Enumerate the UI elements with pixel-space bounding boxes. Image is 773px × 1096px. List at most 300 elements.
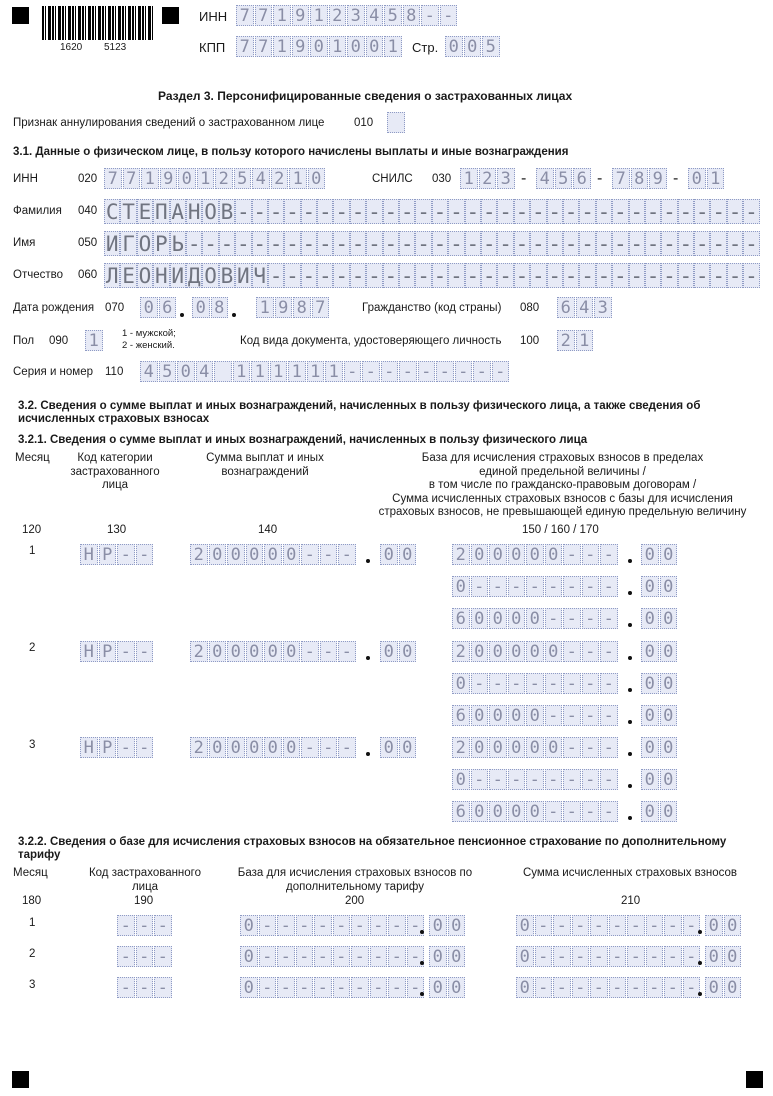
char-cell: -	[532, 200, 545, 224]
char-cell: 0	[471, 705, 489, 726]
header-page-label: Стр.	[412, 40, 439, 55]
char-cell: -	[600, 641, 618, 662]
char-cell: -	[269, 200, 283, 224]
char-cell: -	[563, 544, 581, 565]
surname-cells[interactable]	[104, 199, 760, 224]
barcode	[42, 6, 153, 40]
char-cell: -	[362, 361, 380, 382]
s321-row-3-base-1-dot	[628, 752, 632, 756]
char-cell: -	[351, 232, 365, 256]
s321-row-1-sum-int[interactable]	[190, 544, 357, 565]
char-cell: -	[253, 200, 267, 224]
char-cell: -	[548, 264, 562, 288]
code-200: 200	[345, 895, 365, 907]
s322-row-2-base-int[interactable]	[240, 946, 425, 967]
char-cell: -	[136, 977, 154, 998]
char-cell: -	[581, 232, 594, 256]
char-cell: 0	[240, 946, 258, 967]
char-cell: 0	[641, 705, 659, 726]
char-cell: 0	[366, 36, 384, 57]
series-cells[interactable]	[140, 361, 510, 382]
char-cell: 6	[452, 705, 470, 726]
char-cell: Л	[105, 264, 119, 288]
char-cell: 7	[104, 168, 122, 189]
char-cell: -	[572, 977, 590, 998]
s321-row-1-base-3-int[interactable]	[452, 608, 619, 629]
char-cell: -	[286, 264, 299, 288]
char-cell: -	[600, 769, 618, 790]
char-cell: 1	[256, 297, 274, 318]
char-cell: -	[351, 946, 369, 967]
char-cell: -	[277, 915, 295, 936]
header-inn-cells[interactable]	[236, 5, 458, 26]
char-cell: -	[582, 673, 600, 694]
s321-row-2-category[interactable]	[80, 641, 154, 662]
snils-label: СНИЛС	[372, 173, 413, 185]
s322-row-2-base-dec[interactable]	[429, 946, 466, 967]
char-cell: 0	[526, 705, 544, 726]
s321-row-3-base-1-dec[interactable]	[641, 737, 678, 758]
char-cell: -	[609, 977, 627, 998]
patronymic-label: Отчество	[13, 269, 63, 281]
char-cell: 0	[660, 576, 678, 597]
char-cell: -	[277, 946, 295, 967]
citizenship-label: Гражданство (код страны)	[362, 302, 502, 314]
char-cell: -	[333, 946, 351, 967]
char-cell: -	[482, 232, 496, 256]
s321-row-1-category[interactable]	[80, 544, 154, 565]
header-inn-label: ИНН	[199, 9, 228, 24]
s322-row-1-sum-dot	[698, 930, 702, 934]
char-cell: -	[318, 232, 332, 256]
char-cell: -	[712, 200, 725, 224]
char-cell: 0	[399, 737, 417, 758]
s322-row-1-sum-dec[interactable]	[705, 915, 742, 936]
char-cell: -	[136, 946, 154, 967]
snils-group-2[interactable]	[536, 168, 592, 189]
s321-row-2-month: 2	[29, 642, 36, 654]
char-cell: 0	[526, 544, 544, 565]
char-cell: 2	[190, 544, 208, 565]
char-cell: 0	[724, 946, 742, 967]
char-cell: -	[590, 977, 608, 998]
char-cell: -	[253, 232, 267, 256]
corner-marker-bottom-left	[12, 1071, 29, 1088]
char-cell: -	[600, 737, 618, 758]
char-cell: -	[508, 673, 526, 694]
char-cell: Р	[99, 737, 117, 758]
char-cell: -	[455, 361, 473, 382]
header-kpp-label: КПП	[199, 40, 226, 55]
char-cell: -	[351, 264, 365, 288]
s321-row-1-base-1-dec[interactable]	[641, 544, 678, 565]
char-cell: -	[563, 801, 581, 822]
sex-cells[interactable]	[85, 330, 104, 351]
char-cell: -	[600, 673, 618, 694]
char-cell: -	[582, 737, 600, 758]
char-cell: -	[117, 641, 135, 662]
char-cell: -	[553, 946, 571, 967]
char-cell: 1	[233, 361, 251, 382]
sex-code: 090	[49, 335, 69, 347]
char-cell: 1	[307, 361, 325, 382]
s321-row-1-base-2-int[interactable]	[452, 576, 619, 597]
char-cell: -	[471, 576, 489, 597]
char-cell: -	[418, 361, 436, 382]
s322-row-3-base-int[interactable]	[240, 977, 425, 998]
s322-title-line2: тарифу	[18, 849, 61, 861]
header-kpp-cells[interactable]	[236, 36, 403, 57]
series-label: Серия и номер	[13, 366, 94, 378]
char-cell: Р	[99, 641, 117, 662]
snils-sep-1: -	[521, 170, 527, 187]
char-cell: 0	[526, 641, 544, 662]
s31-inn-cells[interactable]	[104, 168, 326, 189]
char-cell: -	[695, 232, 709, 256]
char-cell: 0	[641, 801, 659, 822]
dob-day-cells[interactable]	[140, 297, 177, 318]
char-cell: -	[745, 232, 758, 256]
char-cell: -	[545, 576, 563, 597]
char-cell: -	[333, 915, 351, 936]
s321-row-2-sum-dec[interactable]	[380, 641, 417, 662]
char-cell: 0	[705, 915, 723, 936]
s322-title-line1: 3.2.2. Сведения о базе для исчисления страховых взносов на обязательное пенсионное страхование по дополнительному	[18, 836, 727, 848]
char-cell: 0	[380, 641, 398, 662]
char-cell: 0	[177, 361, 195, 382]
char-cell: -	[417, 200, 430, 224]
char-cell: -	[154, 915, 172, 936]
char-cell: 0	[264, 544, 282, 565]
s321-row-2-base-1-int[interactable]	[452, 641, 619, 662]
annul-cells[interactable]	[387, 112, 406, 133]
char-cell: -	[679, 232, 693, 256]
s321-row-1-base-2-dec[interactable]	[641, 576, 678, 597]
s321-row-2-base-2-dec[interactable]	[641, 673, 678, 694]
s321-row-3-category[interactable]	[80, 737, 154, 758]
char-cell: -	[314, 977, 332, 998]
char-cell: 1	[288, 361, 306, 382]
s322-row-2-sum-dec[interactable]	[705, 946, 742, 967]
char-cell: -	[590, 915, 608, 936]
char-cell: Ь	[171, 232, 185, 256]
char-cell: -	[117, 737, 135, 758]
char-cell: -	[136, 737, 154, 758]
char-cell: 2	[452, 544, 470, 565]
s321-row-3-base-2-dec[interactable]	[641, 769, 678, 790]
char-cell: -	[600, 544, 618, 565]
s321-row-3-sum-dec[interactable]	[380, 737, 417, 758]
char-cell: 0	[705, 977, 723, 998]
char-cell: 0	[264, 641, 282, 662]
char-cell: -	[695, 264, 709, 288]
char-cell: 0	[641, 769, 659, 790]
char-cell: -	[492, 361, 510, 382]
s322-row-3-sum-dot	[698, 992, 702, 996]
corner-marker-top-right	[162, 7, 179, 24]
char-cell: 2	[479, 168, 497, 189]
name-code: 050	[78, 237, 98, 249]
s321-row-2-base-2-int[interactable]	[452, 673, 619, 694]
char-cell: -	[117, 977, 135, 998]
char-cell: -	[553, 977, 571, 998]
char-cell: 1	[325, 361, 343, 382]
s322-row-1-base-dec[interactable]	[429, 915, 466, 936]
char-cell: 0	[380, 737, 398, 758]
char-cell: 0	[641, 544, 659, 565]
name-label: Имя	[13, 237, 36, 249]
code-180: 180	[22, 895, 42, 907]
code-190: 190	[134, 895, 154, 907]
s321-row-3-base-2-int[interactable]	[452, 769, 619, 790]
s322-row-1-base-int[interactable]	[240, 915, 425, 936]
char-cell: О	[204, 264, 217, 288]
char-cell: 0	[240, 915, 258, 936]
char-cell: -	[433, 232, 447, 256]
char-cell: -	[564, 232, 578, 256]
char-cell: -	[471, 673, 489, 694]
char-cell: 0	[283, 544, 301, 565]
char-cell: 3	[347, 5, 365, 26]
char-cell: -	[646, 977, 664, 998]
char-cell: -	[597, 264, 611, 288]
char-cell: 9	[292, 36, 310, 57]
s321-row-3-base-3-dec[interactable]	[641, 801, 678, 822]
char-cell: В	[220, 200, 234, 224]
s321-row-1-month: 1	[29, 545, 36, 557]
s322-col-sum: Сумма исчисленных страховых взносов	[522, 867, 738, 879]
char-cell: -	[563, 769, 581, 790]
sex-label: Пол	[13, 335, 35, 347]
snils-group-3[interactable]	[612, 168, 668, 189]
name-cells[interactable]	[104, 231, 760, 256]
char-cell: -	[417, 264, 430, 288]
char-cell: -	[600, 576, 618, 597]
snils-code: 030	[432, 173, 452, 185]
char-cell: 0	[140, 297, 158, 318]
char-cell: -	[314, 946, 332, 967]
char-cell: 1	[384, 36, 402, 57]
char-cell	[387, 112, 405, 133]
patronymic-cells[interactable]	[104, 263, 760, 288]
s321-row-2-base-3-int[interactable]	[452, 705, 619, 726]
char-cell: 1	[289, 168, 307, 189]
char-cell: -	[320, 544, 338, 565]
char-cell: -	[489, 769, 507, 790]
s322-row-2-sum-dot	[698, 961, 702, 965]
char-cell: 0	[192, 297, 210, 318]
char-cell: 0	[489, 737, 507, 758]
char-cell: -	[712, 232, 725, 256]
s322-row-1-sum-int[interactable]	[516, 915, 701, 936]
surname-code: 040	[78, 205, 98, 217]
char-cell: -	[370, 915, 388, 936]
char-cell: -	[384, 200, 398, 224]
char-cell: -	[630, 200, 644, 224]
char-cell: 0	[526, 801, 544, 822]
char-cell: 0	[445, 36, 463, 57]
char-cell: 0	[471, 641, 489, 662]
char-cell: 0	[464, 36, 482, 57]
s321-row-2-base-1-dec[interactable]	[641, 641, 678, 662]
dob-dot-2	[232, 313, 236, 317]
s321-row-3-sum-int[interactable]	[190, 737, 357, 758]
s321-row-2-base-3-dec[interactable]	[641, 705, 678, 726]
doc-cells[interactable]	[557, 330, 594, 351]
char-cell: -	[535, 977, 553, 998]
char-cell: -	[695, 200, 709, 224]
char-cell: -	[535, 915, 553, 936]
char-cell: 2	[190, 737, 208, 758]
s321-row-1-sum-dot	[366, 559, 370, 563]
snils-group-4[interactable]	[688, 168, 725, 189]
char-cell: -	[187, 232, 201, 256]
char-cell: 2	[452, 737, 470, 758]
char-cell: 7	[255, 5, 273, 26]
char-cell: 2	[557, 330, 575, 351]
char-cell: 0	[660, 673, 678, 694]
char-cell: 0	[399, 544, 417, 565]
char-cell: 5	[159, 361, 177, 382]
char-cell: -	[712, 264, 725, 288]
char-cell: 0	[452, 673, 470, 694]
char-cell: -	[581, 200, 594, 224]
char-cell: 9	[160, 168, 178, 189]
char-cell: 0	[209, 544, 227, 565]
char-cell: 0	[452, 576, 470, 597]
char-cell: -	[344, 361, 362, 382]
char-cell: -	[320, 737, 338, 758]
s321-row-1-base-3-dec[interactable]	[641, 608, 678, 629]
char-cell: 7	[236, 36, 254, 57]
s322-col-category: Код застрахованного лица	[88, 867, 202, 893]
sex-note-2: 2 - женский.	[122, 340, 175, 351]
s321-row-2-base-2-dot	[628, 688, 632, 692]
char-cell: 0	[448, 946, 466, 967]
char-cell: 5	[482, 36, 500, 57]
s321-row-2-base-1-dot	[628, 656, 632, 660]
char-cell: -	[679, 200, 693, 224]
char-cell: -	[338, 737, 356, 758]
s321-row-3-base-1-int[interactable]	[452, 737, 619, 758]
char-cell: 1	[141, 168, 159, 189]
s321-row-1-sum-dec[interactable]	[380, 544, 417, 565]
char-cell: 0	[508, 705, 526, 726]
char-cell: 7	[612, 168, 630, 189]
s322-row-1-category[interactable]	[117, 915, 173, 936]
s32-title-line2: исчисленных страховых взносах	[18, 413, 210, 425]
s322-row-2-category[interactable]	[117, 946, 173, 967]
char-cell: -	[407, 915, 425, 936]
char-cell: 0	[227, 737, 245, 758]
corner-marker-top-left	[12, 7, 29, 24]
s321-row-1-base-2-dot	[628, 591, 632, 595]
s31-title: 3.1. Данные о физическом лице, в пользу которого начислены выплаты и иные вознаграждения	[13, 146, 569, 158]
char-cell: -	[296, 915, 314, 936]
char-cell: -	[286, 232, 299, 256]
char-cell: -	[302, 232, 316, 256]
s321-row-3-base-3-int[interactable]	[452, 801, 619, 822]
char-cell: -	[466, 232, 480, 256]
code-210: 210	[621, 895, 641, 907]
char-cell: 0	[688, 168, 706, 189]
s322-row-2-sum-int[interactable]	[516, 946, 701, 967]
char-cell: 0	[489, 801, 507, 822]
char-cell: 4	[140, 361, 158, 382]
s321-row-2-sum-int[interactable]	[190, 641, 357, 662]
s322-row-3-category[interactable]	[117, 977, 173, 998]
char-cell: -	[399, 361, 417, 382]
s322-row-2-month: 2	[29, 948, 36, 960]
char-cell: -	[388, 946, 406, 967]
char-cell: 3	[594, 297, 612, 318]
char-cell: И	[171, 264, 185, 288]
char-cell: 4	[196, 361, 214, 382]
char-cell: 0	[660, 608, 678, 629]
char-cell: -	[421, 5, 439, 26]
snils-group-1[interactable]	[460, 168, 516, 189]
citizenship-cells[interactable]	[557, 297, 613, 318]
s322-row-3-base-dec[interactable]	[429, 977, 466, 998]
char-cell: 1	[310, 5, 328, 26]
char-cell: -	[627, 946, 645, 967]
char-cell: -	[314, 915, 332, 936]
char-cell: 0	[489, 705, 507, 726]
char-cell: -	[627, 915, 645, 936]
s321-row-1-base-1-int[interactable]	[452, 544, 619, 565]
s321-row-3-sum-dot	[366, 752, 370, 756]
char-cell: -	[664, 977, 682, 998]
char-cell: 2	[452, 641, 470, 662]
s321-row-1-base-1-dot	[628, 559, 632, 563]
s321-row-3-month: 3	[29, 739, 36, 751]
char-cell: 0	[310, 36, 328, 57]
char-cell: -	[683, 915, 701, 936]
char-cell: -	[581, 264, 594, 288]
char-cell: -	[679, 264, 693, 288]
s322-row-1-base-dot	[420, 930, 424, 934]
char-cell: -	[563, 641, 581, 662]
char-cell: -	[508, 576, 526, 597]
dob-month-cells[interactable]	[192, 297, 229, 318]
char-cell: 0	[545, 544, 563, 565]
char-cell: -	[582, 769, 600, 790]
char-cell: О	[138, 264, 152, 288]
char-cell: 0	[489, 544, 507, 565]
s31-inn-code: 020	[78, 173, 98, 185]
char-cell: 0	[209, 641, 227, 662]
char-cell: 0	[705, 946, 723, 967]
dob-year-cells[interactable]	[256, 297, 330, 318]
char-cell: -	[745, 200, 758, 224]
char-cell: -	[582, 576, 600, 597]
char-cell: -	[489, 576, 507, 597]
char-cell: 2	[215, 168, 233, 189]
char-cell: -	[335, 232, 348, 256]
header-page-cells[interactable]	[445, 36, 501, 57]
char-cell: 0	[380, 544, 398, 565]
char-cell: О	[138, 232, 152, 256]
char-cell: -	[663, 232, 676, 256]
char-cell: 0	[489, 608, 507, 629]
s322-row-3-sum-dec[interactable]	[705, 977, 742, 998]
char-cell: 0	[448, 977, 466, 998]
char-cell: 0	[660, 801, 678, 822]
char-cell: -	[296, 946, 314, 967]
char-cell: -	[236, 200, 250, 224]
char-cell: -	[646, 200, 660, 224]
s322-row-3-sum-int[interactable]	[516, 977, 701, 998]
